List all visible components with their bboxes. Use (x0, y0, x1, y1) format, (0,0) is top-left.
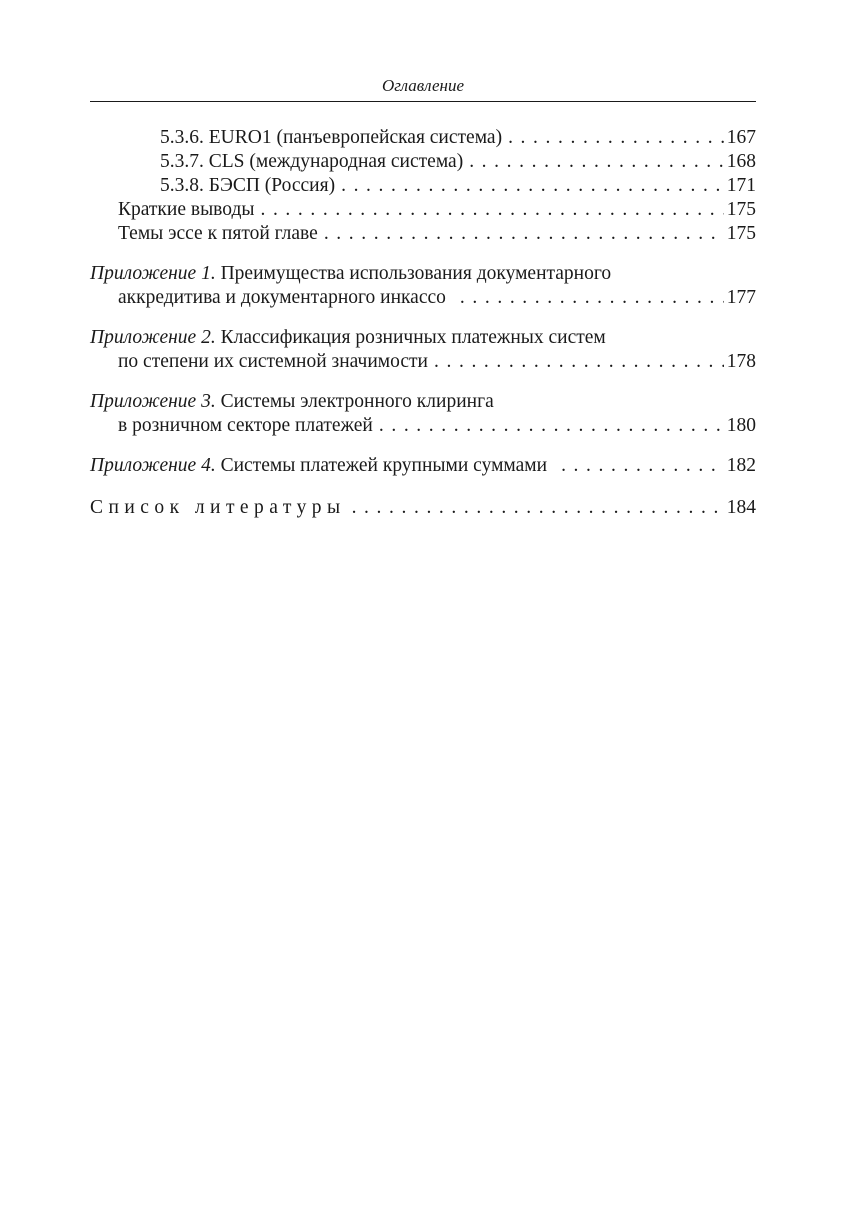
toc-entry-page: 177 (726, 287, 756, 308)
appendix-title: по степени их системной значимости (118, 351, 428, 372)
toc-entry-summary[interactable] (90, 198, 756, 222)
toc-entry-title: Краткие выводы (118, 199, 255, 220)
toc-entry-page: 180 (726, 415, 756, 436)
toc-entry-page: 167 (726, 127, 756, 148)
dot-leader (346, 496, 724, 520)
toc-entry-title: 5.3.6. EURO1 (панъевропейская система) (160, 127, 503, 148)
appendix-title-line (90, 390, 756, 414)
appendix-title-line (90, 326, 756, 350)
toc-entry-page: 175 (726, 223, 756, 244)
toc-entry-page: 168 (726, 151, 756, 172)
appendix-title-continuation (90, 414, 756, 438)
toc-entry-essay-topics[interactable] (90, 222, 756, 246)
dot-leader (318, 222, 724, 246)
toc-entry-title: Темы эссе к пятой главе (118, 223, 318, 244)
bibliography-line (90, 496, 756, 520)
toc-entry-page: 175 (726, 199, 756, 220)
bibliography-title: Список литературы (90, 497, 346, 518)
toc-entry-page: 184 (726, 497, 756, 518)
toc-appendix-1[interactable] (90, 262, 756, 310)
appendix-title: аккредитива и документарного инкассо (118, 287, 446, 308)
dot-leader (373, 414, 724, 438)
table-of-contents (90, 126, 756, 520)
toc-entry-page: 182 (726, 455, 756, 476)
running-head-title: Оглавление (381, 76, 465, 95)
toc-appendix-2[interactable] (90, 326, 756, 374)
dot-leader (446, 286, 724, 310)
toc-entry-5-3-7[interactable] (90, 150, 756, 174)
appendix-title-line (90, 262, 756, 286)
toc-entry-title: 5.3.7. CLS (международная система) (160, 151, 464, 172)
toc-entry-5-3-8[interactable] (90, 174, 756, 198)
appendix-single-line (90, 454, 756, 478)
header-rule (90, 101, 756, 102)
appendix-label: Приложение 3. (90, 391, 216, 412)
appendix-title: Преимущества использования документарного (215, 263, 612, 284)
appendix-label: Приложение 1. (90, 263, 216, 284)
dot-leader (254, 198, 724, 222)
appendix-label: Приложение 4. (90, 455, 216, 476)
toc-entry-5-3-6[interactable] (90, 126, 756, 150)
toc-entry-page: 178 (726, 351, 756, 372)
appendix-title-continuation (90, 286, 756, 310)
toc-entry-page: 171 (726, 175, 756, 196)
appendix-label: Приложение 2. (90, 327, 216, 348)
appendix-title: в розничном секторе платежей (118, 415, 373, 436)
appendix-title: Классификация розничных платежных систем (215, 327, 606, 348)
dot-leader (335, 174, 724, 198)
dot-leader (428, 350, 724, 374)
toc-bibliography[interactable] (90, 496, 756, 520)
appendix-title: Системы платежей крупными суммами (215, 455, 548, 476)
dot-leader (502, 126, 724, 150)
toc-appendix-3[interactable] (90, 390, 756, 438)
appendix-title-line (90, 454, 547, 478)
appendix-title-continuation (90, 350, 756, 374)
toc-appendix-4[interactable] (90, 454, 756, 478)
toc-entry-title: 5.3.8. БЭСП (Россия) (160, 175, 336, 196)
dot-leader (547, 454, 724, 478)
appendix-title: Системы электронного клиринга (215, 391, 494, 412)
dot-leader (463, 150, 724, 174)
